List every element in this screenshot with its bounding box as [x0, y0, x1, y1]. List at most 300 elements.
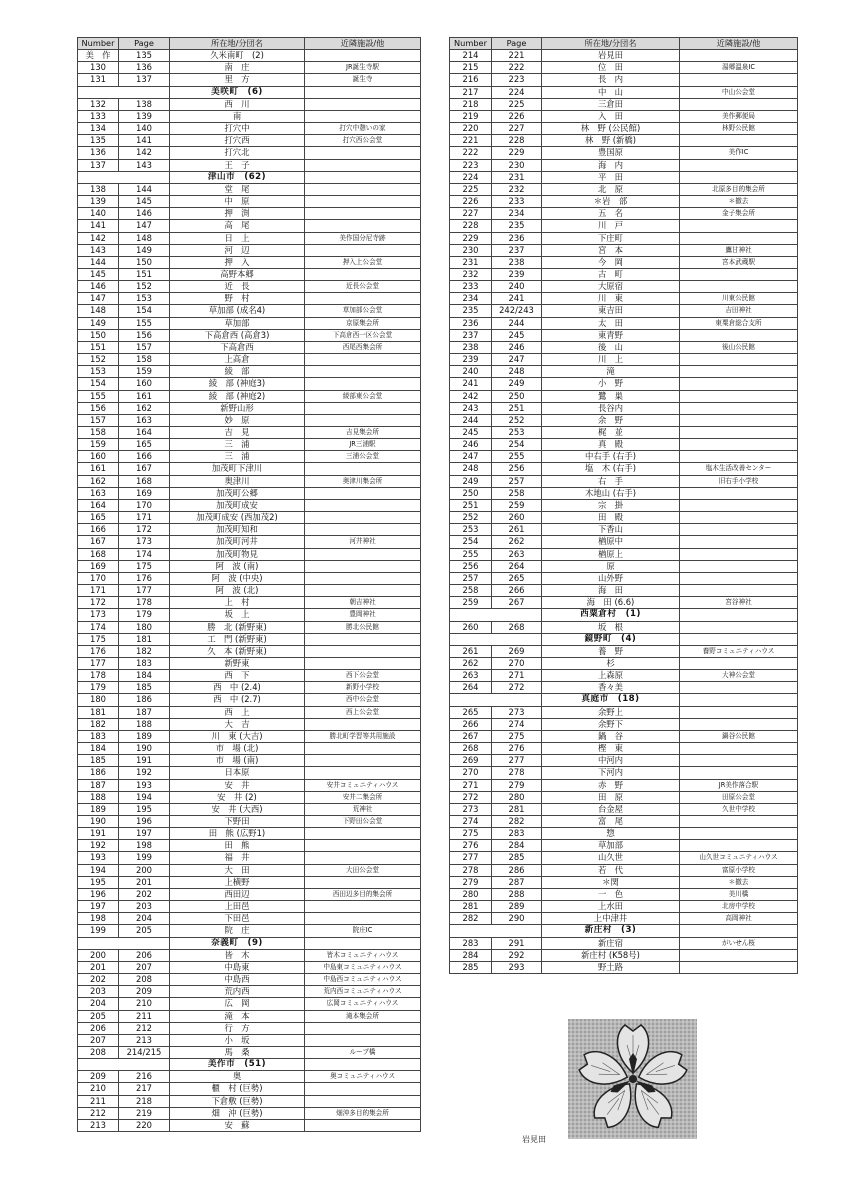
row-facility	[305, 268, 421, 280]
row-page: 165	[119, 439, 170, 451]
row-location: 中 山	[542, 86, 680, 98]
row-facility	[305, 876, 421, 888]
row-facility: 奥コミュニティハウス	[305, 1071, 421, 1083]
row-number: 282	[450, 913, 492, 925]
row-page: 137	[119, 74, 170, 86]
row-facility	[305, 718, 421, 730]
row-facility	[680, 548, 798, 560]
row-page: 164	[119, 427, 170, 439]
row-location: 下高倉西	[170, 341, 305, 353]
row-facility: 後山公民館	[680, 341, 798, 353]
section-spacer	[305, 1059, 421, 1071]
row-location: 田 熊	[170, 840, 305, 852]
row-facility	[305, 110, 421, 122]
row-facility: 下野田公会堂	[305, 816, 421, 828]
section-header-row	[78, 86, 421, 98]
table-row	[450, 244, 798, 256]
table-row	[78, 876, 421, 888]
table-row	[450, 621, 798, 633]
row-number: 263	[450, 670, 492, 682]
row-location: 加茂町知和	[170, 524, 305, 536]
row-number: 217	[450, 86, 492, 98]
row-page: 204	[119, 913, 170, 925]
row-facility: JR誕生寺駅	[305, 62, 421, 74]
row-facility	[305, 913, 421, 925]
row-number: 136	[78, 147, 119, 159]
row-location: 宗 掛	[542, 499, 680, 511]
row-page: 183	[119, 657, 170, 669]
section-spacer	[680, 609, 798, 621]
table-row	[450, 572, 798, 584]
table-row	[78, 913, 421, 925]
section-header-row	[450, 925, 798, 937]
section-header-row	[450, 609, 798, 621]
row-page: 231	[492, 171, 542, 183]
row-location: 若 代	[542, 864, 680, 876]
row-location: 一 色	[542, 888, 680, 900]
row-facility	[305, 645, 421, 657]
row-location: 中右手 (右手)	[542, 451, 680, 463]
table-row	[450, 305, 798, 317]
row-number: 148	[78, 305, 119, 317]
row-page: 280	[492, 791, 542, 803]
row-page: 145	[119, 196, 170, 208]
table-row	[78, 548, 421, 560]
row-number: 215	[450, 62, 492, 74]
row-number: 232	[450, 268, 492, 280]
table-row	[450, 268, 798, 280]
row-facility: 美作国分尼寺跡	[305, 232, 421, 244]
table-row	[450, 779, 798, 791]
row-location: 下田邑	[170, 913, 305, 925]
row-number: 186	[78, 767, 119, 779]
row-number: 285	[450, 961, 492, 973]
row-facility	[680, 621, 798, 633]
row-facility: 北房中学校	[680, 901, 798, 913]
table-row	[78, 657, 421, 669]
row-number: 213	[78, 1119, 119, 1131]
row-location: 惣	[542, 828, 680, 840]
row-facility: ループ橋	[305, 1046, 421, 1058]
right-table-body	[450, 50, 798, 974]
row-page: 244	[492, 317, 542, 329]
table-row	[78, 925, 421, 937]
table-row	[450, 913, 798, 925]
row-location: 草加部	[542, 840, 680, 852]
row-page: 261	[492, 524, 542, 536]
row-page: 152	[119, 281, 170, 293]
row-number: 242	[450, 390, 492, 402]
row-page: 154	[119, 305, 170, 317]
table-row	[450, 706, 798, 718]
row-location: 下倉敷 (巨勢)	[170, 1095, 305, 1107]
row-page: 223	[492, 74, 542, 86]
table-row	[78, 499, 421, 511]
row-location: 三倉田	[542, 98, 680, 110]
row-facility	[680, 657, 798, 669]
row-page: 209	[119, 986, 170, 998]
row-location: 梶 並	[542, 427, 680, 439]
row-location: 打穴北	[170, 147, 305, 159]
col-header-page: Page	[119, 38, 170, 50]
row-facility: 奥津川集会所	[305, 475, 421, 487]
row-location: 滝	[542, 366, 680, 378]
row-page: 257	[492, 475, 542, 487]
row-facility: 東粟倉総合支所	[680, 317, 798, 329]
row-location: 海 田	[542, 585, 680, 597]
row-number: 168	[78, 548, 119, 560]
row-page: 277	[492, 755, 542, 767]
section-title: 真庭市 (18)	[542, 694, 680, 706]
row-page: 271	[492, 670, 542, 682]
table-row	[78, 220, 421, 232]
row-facility: 西下公会堂	[305, 670, 421, 682]
table-row	[450, 74, 798, 86]
table-row	[450, 512, 798, 524]
table-row	[450, 220, 798, 232]
row-facility: 誕生寺	[305, 74, 421, 86]
row-number: 143	[78, 244, 119, 256]
row-location: 西田辺	[170, 888, 305, 900]
section-title: 美咲町 (6)	[170, 86, 305, 98]
row-page: 226	[492, 110, 542, 122]
row-facility	[305, 560, 421, 572]
row-page: 219	[119, 1107, 170, 1119]
row-facility: 勝北町学習等共用施設	[305, 730, 421, 742]
row-location: 堂 尾	[170, 183, 305, 195]
row-facility	[305, 378, 421, 390]
section-header-row	[78, 1059, 421, 1071]
table-row	[450, 937, 798, 949]
row-number: 194	[78, 864, 119, 876]
row-location: 東青野	[542, 329, 680, 341]
row-number: 152	[78, 354, 119, 366]
section-header-row	[450, 694, 798, 706]
row-page: 166	[119, 451, 170, 463]
section-spacer	[450, 609, 542, 621]
row-facility	[305, 828, 421, 840]
row-number: 145	[78, 268, 119, 280]
table-row	[450, 657, 798, 669]
table-row	[450, 864, 798, 876]
row-facility: JR美作落合駅	[680, 779, 798, 791]
table-row	[78, 427, 421, 439]
row-facility	[680, 402, 798, 414]
row-location: 工 門 (新野東)	[170, 633, 305, 645]
row-location: 広 岡	[170, 998, 305, 1010]
row-number: 135	[78, 135, 119, 147]
section-title: 津山市 (62)	[170, 171, 305, 183]
row-location: 里 方	[170, 74, 305, 86]
row-facility: 中島東コミュニティハウス	[305, 961, 421, 973]
row-facility	[680, 232, 798, 244]
table-row	[78, 864, 421, 876]
row-page: 248	[492, 366, 542, 378]
row-number: 180	[78, 694, 119, 706]
row-facility: 河井神社	[305, 536, 421, 548]
row-page: 250	[492, 390, 542, 402]
row-location: 坂 上	[170, 609, 305, 621]
row-page: 203	[119, 901, 170, 913]
row-location: 川 戸	[542, 220, 680, 232]
row-page: 206	[119, 949, 170, 961]
row-facility	[305, 98, 421, 110]
row-number: 157	[78, 414, 119, 426]
row-facility	[680, 354, 798, 366]
row-location: 川 上	[542, 354, 680, 366]
row-facility	[305, 743, 421, 755]
row-facility	[305, 585, 421, 597]
row-page: 265	[492, 572, 542, 584]
row-facility	[305, 293, 421, 305]
row-page: 289	[492, 901, 542, 913]
row-facility	[680, 220, 798, 232]
row-number: 133	[78, 110, 119, 122]
section-spacer	[680, 633, 798, 645]
col-header-facility: 近隣施設/他	[305, 38, 421, 50]
row-location: 北 原	[542, 183, 680, 195]
row-location: 宮 本	[542, 244, 680, 256]
row-facility	[305, 633, 421, 645]
table-row	[78, 281, 421, 293]
row-facility	[680, 135, 798, 147]
row-number: 192	[78, 840, 119, 852]
table-row	[450, 585, 798, 597]
row-facility: 皆木コミュニティハウス	[305, 949, 421, 961]
row-facility: 西田辺多目的集会所	[305, 888, 421, 900]
row-number: 236	[450, 317, 492, 329]
row-facility	[305, 366, 421, 378]
row-location: 西 中 (2.4)	[170, 682, 305, 694]
row-location: 中河内	[542, 755, 680, 767]
row-location: 吉 見	[170, 427, 305, 439]
header-row	[78, 38, 421, 50]
row-location: 中島西	[170, 974, 305, 986]
col-header-facility: 近隣施設/他	[680, 38, 798, 50]
row-location: 新庄宿	[542, 937, 680, 949]
row-location: 東吉田	[542, 305, 680, 317]
row-number: 167	[78, 536, 119, 548]
row-location: 南 庄	[170, 62, 305, 74]
table-row	[78, 816, 421, 828]
row-location: 上森原	[542, 670, 680, 682]
table-row	[78, 682, 421, 694]
row-page: 269	[492, 645, 542, 657]
row-page: 162	[119, 402, 170, 414]
row-number: 197	[78, 901, 119, 913]
table-row	[78, 341, 421, 353]
row-number: 201	[78, 961, 119, 973]
row-page: 262	[492, 536, 542, 548]
section-spacer	[305, 86, 421, 98]
row-number: 147	[78, 293, 119, 305]
row-facility	[680, 524, 798, 536]
row-facility	[305, 755, 421, 767]
row-number: 159	[78, 439, 119, 451]
table-row	[78, 840, 421, 852]
row-facility	[680, 427, 798, 439]
row-location: 西 川	[170, 98, 305, 110]
row-page: 158	[119, 354, 170, 366]
row-location: 台金屋	[542, 803, 680, 815]
row-number: 281	[450, 901, 492, 913]
table-row	[78, 755, 421, 767]
row-page: 228	[492, 135, 542, 147]
row-location: 中 原	[170, 196, 305, 208]
row-page: 169	[119, 487, 170, 499]
row-number: 160	[78, 451, 119, 463]
row-number: 251	[450, 499, 492, 511]
row-page: 147	[119, 220, 170, 232]
row-number: 220	[450, 123, 492, 135]
row-page: 160	[119, 378, 170, 390]
table-row	[450, 439, 798, 451]
row-location: 市 場 (北)	[170, 743, 305, 755]
row-page: 187	[119, 706, 170, 718]
row-facility: 西中公会堂	[305, 694, 421, 706]
row-facility	[680, 961, 798, 973]
table-row	[450, 414, 798, 426]
table-row	[78, 585, 421, 597]
table-row	[450, 256, 798, 268]
row-facility: 西上公会堂	[305, 706, 421, 718]
row-number: 208	[78, 1046, 119, 1058]
row-location: 王 子	[170, 159, 305, 171]
table-row	[78, 244, 421, 256]
row-facility	[305, 572, 421, 584]
row-number: 137	[78, 159, 119, 171]
row-page: 170	[119, 499, 170, 511]
row-page: 236	[492, 232, 542, 244]
row-location: 楢原中	[542, 536, 680, 548]
table-row	[450, 341, 798, 353]
row-facility	[680, 949, 798, 961]
row-page: 161	[119, 390, 170, 402]
row-number: 146	[78, 281, 119, 293]
row-number: 158	[78, 427, 119, 439]
table-row	[78, 268, 421, 280]
table-row	[450, 366, 798, 378]
row-page: 227	[492, 123, 542, 135]
table-row	[78, 743, 421, 755]
row-facility	[305, 208, 421, 220]
row-facility: 安井二集会所	[305, 791, 421, 803]
table-row	[450, 293, 798, 305]
row-number: 207	[78, 1034, 119, 1046]
row-number: 252	[450, 512, 492, 524]
table-row	[450, 147, 798, 159]
table-row	[450, 208, 798, 220]
table-row	[78, 159, 421, 171]
row-facility: 中山公会堂	[680, 86, 798, 98]
table-row	[78, 1022, 421, 1034]
row-number: 229	[450, 232, 492, 244]
row-number: 179	[78, 682, 119, 694]
row-page: 182	[119, 645, 170, 657]
table-row	[78, 694, 421, 706]
row-number: 132	[78, 98, 119, 110]
table-row	[450, 427, 798, 439]
row-location: 加茂町成安	[170, 499, 305, 511]
row-page: 138	[119, 98, 170, 110]
row-facility: 富原小学校	[680, 864, 798, 876]
row-facility	[305, 147, 421, 159]
row-number: 259	[450, 597, 492, 609]
row-number: 131	[78, 74, 119, 86]
row-page: 256	[492, 463, 542, 475]
row-facility	[680, 536, 798, 548]
row-location: 阿 波 (南)	[170, 560, 305, 572]
row-number: 156	[78, 402, 119, 414]
row-facility	[680, 414, 798, 426]
table-row	[450, 354, 798, 366]
row-facility	[680, 560, 798, 572]
row-number: 280	[450, 888, 492, 900]
row-location: 原	[542, 560, 680, 572]
row-page: 267	[492, 597, 542, 609]
row-number: 268	[450, 743, 492, 755]
table-row	[78, 402, 421, 414]
row-location: 下庄町	[542, 232, 680, 244]
row-number: 184	[78, 743, 119, 755]
row-number: 233	[450, 281, 492, 293]
row-location: 滝 本	[170, 1010, 305, 1022]
row-facility	[305, 1095, 421, 1107]
row-page: 151	[119, 268, 170, 280]
row-location: 右 手	[542, 475, 680, 487]
row-number: 224	[450, 171, 492, 183]
table-row	[78, 463, 421, 475]
section-spacer	[78, 171, 170, 183]
row-number: 216	[450, 74, 492, 86]
row-page: 190	[119, 743, 170, 755]
row-location: 余野上	[542, 706, 680, 718]
row-facility	[680, 50, 798, 62]
row-number: 141	[78, 220, 119, 232]
row-location: 鷺 巣	[542, 390, 680, 402]
table-row	[78, 1119, 421, 1131]
table-row	[450, 852, 798, 864]
row-number: 237	[450, 329, 492, 341]
row-facility	[305, 840, 421, 852]
row-number: 177	[78, 657, 119, 669]
row-number: 172	[78, 597, 119, 609]
row-facility	[305, 1119, 421, 1131]
table-row	[78, 974, 421, 986]
row-page: 233	[492, 196, 542, 208]
left-index-table	[77, 37, 421, 1132]
row-facility: 豊岡神社	[305, 609, 421, 621]
col-header-location: 所在地/分団名	[542, 38, 680, 50]
row-number: 187	[78, 779, 119, 791]
row-location: 日 上	[170, 232, 305, 244]
row-page: 230	[492, 159, 542, 171]
row-facility	[680, 171, 798, 183]
row-facility: 朝吉神社	[305, 597, 421, 609]
table-row	[450, 378, 798, 390]
row-location: 西 上	[170, 706, 305, 718]
col-header-number: Number	[450, 38, 492, 50]
row-facility: 下高倉西一区公会堂	[305, 329, 421, 341]
row-number: 218	[450, 98, 492, 110]
row-facility: 荒内西コミュニティハウス	[305, 986, 421, 998]
row-page: 263	[492, 548, 542, 560]
row-page: 146	[119, 208, 170, 220]
table-row	[450, 62, 798, 74]
table-row	[78, 305, 421, 317]
row-facility: 養野コミュニティハウス	[680, 645, 798, 657]
row-location: 野 村	[170, 293, 305, 305]
